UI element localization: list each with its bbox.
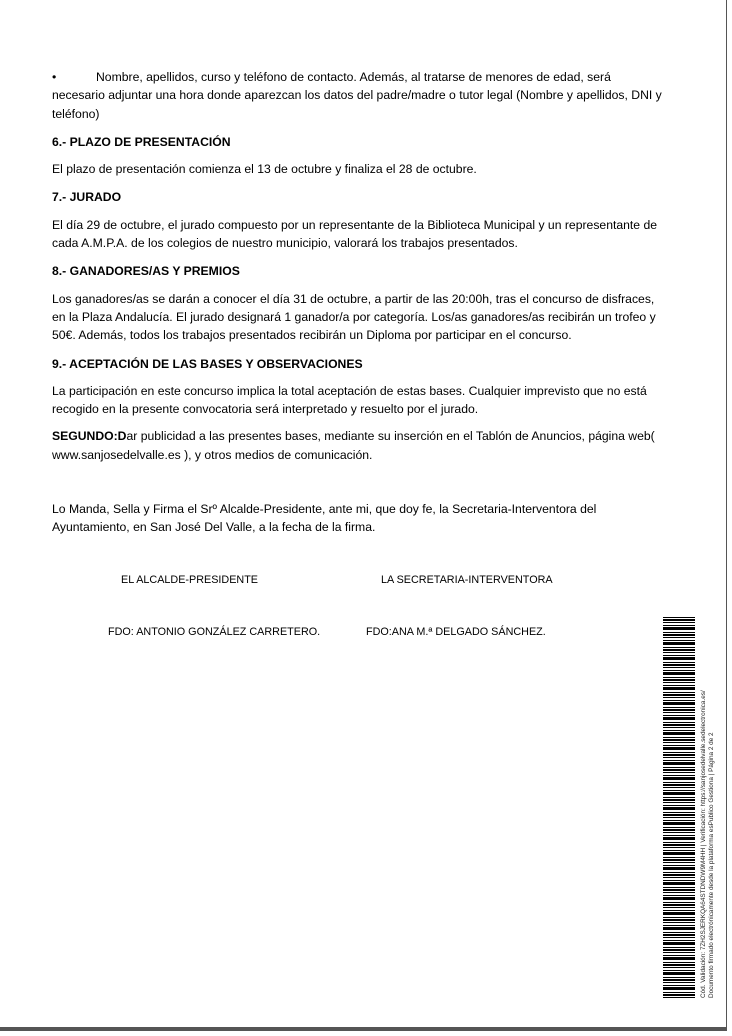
verification-barcode (663, 616, 695, 998)
signature-name-left: FDO: ANTONIO GONZÁLEZ CARRETERO. (108, 626, 321, 638)
bullet-item (52, 68, 664, 123)
section-text: El día 29 de octubre, el jurado compuesto por un representante de la Biblioteca Municipal y un representante de cada A.M.P.A. de los colegios de nuestro municipio, valorará los trabajos presentados. (52, 217, 658, 251)
section-text: El plazo de presentación comienza el 13 de octubre y finaliza el 28 de octubre. (52, 162, 477, 177)
verification-text (700, 618, 716, 998)
closing-paragraph: Lo Manda, Sella y Firma el Srº Alcalde-Presidente, ante mi, que doy fe, la Secretaria-Interventora del Ayuntamiento, en San José Del Valle, a la fecha de la firma. (52, 502, 597, 535)
section-heading: 7.- JURADO (52, 190, 122, 205)
segundo-text: ar publicidad a las presentes bases, mediante su inserción en el Tablón de Anuncios, página web( www.sanjosedelvalle.es ), y otros medios de comunicación. (52, 429, 655, 462)
segundo-label: SEGUNDO:D (52, 429, 127, 444)
signature-name-right: FDO:ANA M.ª DELGADO SÁNCHEZ. (366, 626, 546, 638)
section-heading: 8.- GANADORES/AS Y PREMIOS (52, 264, 240, 279)
section-text: Los ganadores/as se darán a conocer el día 31 de octubre, a partir de las 20:00h, tras el concurso de disfraces, en la Plaza Andalucía. El jurado designará 1 ganador/a por categoría. Los/as ganadores/as recibirán un trofeo y 50€. Además, todos los trabajos presentados recibirán un Diploma por participar en el concurso. (52, 291, 656, 343)
section-text: La participación en este concurso implica la total aceptación de estas bases. Cualquier imprevisto que no está recogido en la presente convocatoria será interpretado y resuelto por el jurado. (52, 383, 647, 417)
segundo-paragraph (52, 427, 664, 464)
bullet-icon: • (52, 70, 57, 84)
signature-title-right: LA SECRETARIA-INTERVENTORA (381, 574, 553, 586)
signature-title-left: EL ALCALDE-PRESIDENTE (121, 574, 259, 586)
section-heading: 9.- ACEPTACIÓN DE LAS BASES Y OBSERVACIONES (52, 356, 363, 371)
bullet-item-text: Nombre, apellidos, curso y teléfono de contacto. Además, al tratarse de menores de edad, será necesario adjuntar una hora donde aparezcan los datos del padre/madre o tutor legal (Nombre y apellidos, DNI y teléfono) (52, 70, 662, 121)
section-heading: 6.- PLAZO DE PRESENTACIÓN (52, 134, 231, 149)
verification-line-2: Documento firmado electrónicamente desde la plataforma esPublico Gestiona | Página 2 de 2 (708, 732, 715, 998)
document-body (52, 68, 664, 537)
verification-line-1: Cód. Validación: 7ZH2SJERKQA64STDNDW9M4HH | Verificación: https://sanjosedelvalle.sedelectronica.es/ (700, 690, 707, 998)
